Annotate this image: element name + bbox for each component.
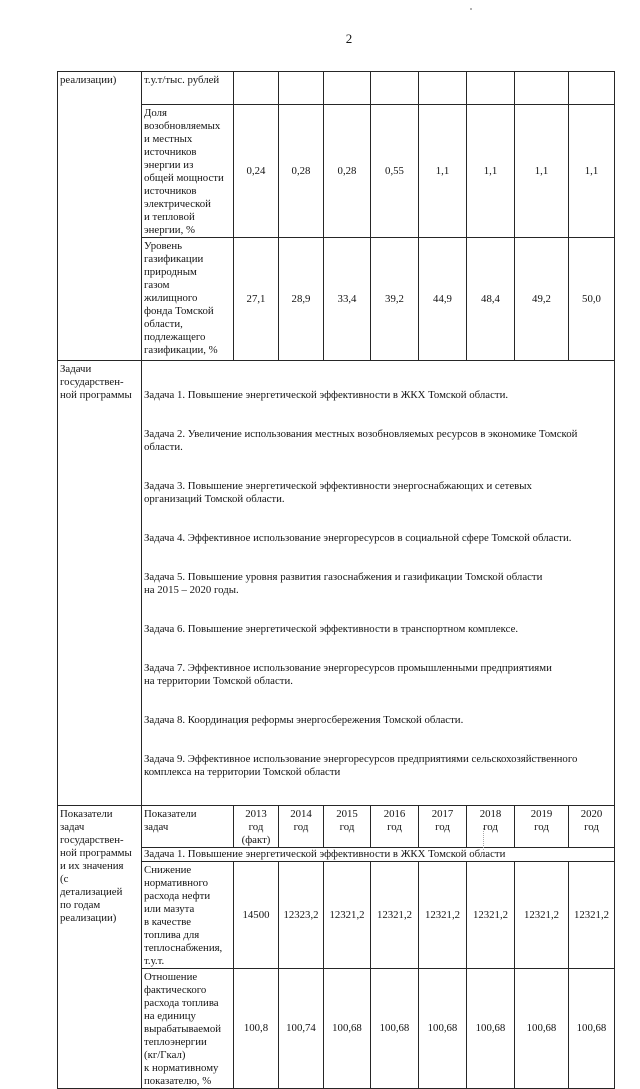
- empty-cell: [324, 72, 371, 105]
- empty-cell: [419, 72, 467, 105]
- value-cell: 100,74: [279, 969, 324, 1089]
- scan-artifact-line: [483, 828, 484, 850]
- table-row-task-heading: [58, 848, 615, 862]
- task-item: Задача 3. Повышение энергетической эффективности энергоснабжающих и сетевых организаций Томской области.: [144, 480, 532, 505]
- value-cell: 12321,2: [515, 862, 569, 969]
- empty-cell: [467, 72, 515, 105]
- value-cell: 100,8: [234, 969, 279, 1089]
- value-cell: 1,1: [419, 105, 467, 238]
- year-header-2017: 2017 год: [419, 806, 467, 848]
- year-header-2019: 2019 год: [515, 806, 569, 848]
- year-header-2016: 2016 год: [371, 806, 419, 848]
- value-cell: 100,68: [371, 969, 419, 1089]
- value-cell: 1,1: [569, 105, 615, 238]
- value-cell: 1,1: [467, 105, 515, 238]
- value-cell: 0,24: [234, 105, 279, 238]
- value-cell: 0,55: [371, 105, 419, 238]
- empty-cell: [371, 72, 419, 105]
- empty-cell: [279, 72, 324, 105]
- value-cell: 0,28: [279, 105, 324, 238]
- task-item: Задача 9. Эффективное использование энергоресурсов предприятиями сельскохозяйственного комплекса на территории Томской области: [144, 753, 578, 778]
- value-cell: 12321,2: [419, 862, 467, 969]
- scan-artifact-dot: [470, 8, 472, 10]
- value-cell: 44,9: [419, 238, 467, 361]
- value-cell: 33,4: [324, 238, 371, 361]
- empty-cell: [569, 72, 615, 105]
- value-cell: 12323,2: [279, 862, 324, 969]
- value-cell: 1,1: [515, 105, 569, 238]
- year-header-2018: 2018 год: [467, 806, 515, 848]
- value-cell: 100,68: [569, 969, 615, 1089]
- value-cell: 100,68: [324, 969, 371, 1089]
- task-item: Задача 5. Повышение уровня развития газоснабжения и газификации Томской области на 2015 – 2020 годы.: [144, 571, 543, 596]
- value-cell: 14500: [234, 862, 279, 969]
- unit-label: т.у.т/тыс. рублей: [142, 72, 234, 105]
- table-row-unit: [58, 72, 615, 105]
- task-item: Задача 6. Повышение энергетической эффективности в транспортном комплексе.: [144, 623, 519, 635]
- value-cell: 12321,2: [324, 862, 371, 969]
- value-cell: 100,68: [467, 969, 515, 1089]
- empty-cell: [234, 72, 279, 105]
- value-cell: 12321,2: [467, 862, 515, 969]
- year-header-2013: 2013 год (факт): [234, 806, 279, 848]
- value-cell: 28,9: [279, 238, 324, 361]
- value-cell: 12321,2: [371, 862, 419, 969]
- value-cell: 100,68: [419, 969, 467, 1089]
- value-cell: 50,0: [569, 238, 615, 361]
- value-cell: 48,4: [467, 238, 515, 361]
- value-cell: 49,2: [515, 238, 569, 361]
- year-header-2020: 2020 год: [569, 806, 615, 848]
- table-row-tasks: [58, 361, 615, 806]
- value-cell: 39,2: [371, 238, 419, 361]
- continuation-section-label: реализации): [58, 72, 142, 361]
- indicators-section-label: Показатели задач государствен- ной программы и их значения (с детализацией по годам реализации): [58, 806, 142, 1089]
- task-item: Задача 8. Координация реформы энергосбережения Томской области.: [144, 714, 464, 726]
- empty-cell: [515, 72, 569, 105]
- tasks-section-label: Задачи государствен- ной программы: [58, 361, 142, 806]
- task-item: Задача 1. Повышение энергетической эффективности в ЖКХ Томской области.: [144, 389, 509, 401]
- tasks-list: [142, 361, 615, 806]
- indicator-label-fuel-oil-reduction: Снижение нормативного расхода нефти или мазута в качестве топлива для теплоснабжения, т.у.т.: [142, 862, 234, 969]
- task-item: Задача 4. Эффективное использование энергоресурсов в социальной сфере Томской области.: [144, 532, 572, 544]
- value-cell: 0,28: [324, 105, 371, 238]
- value-cell: 12321,2: [569, 862, 615, 969]
- table-header-row: [58, 806, 615, 848]
- page-number: 2: [345, 31, 353, 46]
- task-heading: Задача 1. Повышение энергетической эффективности в ЖКХ Томской области: [142, 848, 615, 862]
- indicator-label-fuel-ratio: Отношение фактического расхода топлива на единицу вырабатываемой теплоэнергии (кг/Гкал) к нормативному показателю, %: [142, 969, 234, 1089]
- program-indicators-table: [57, 71, 615, 1089]
- year-header-2015: 2015 год: [324, 806, 371, 848]
- table-row: [58, 238, 615, 361]
- indicators-column-header: Показатели задач: [142, 806, 234, 848]
- table-row: [58, 862, 615, 969]
- task-item: Задача 7. Эффективное использование энергоресурсов промышленными предприятиями на территории Томской области.: [144, 662, 552, 687]
- value-cell: 27,1: [234, 238, 279, 361]
- year-header-2014: 2014 год: [279, 806, 324, 848]
- table-row: [58, 969, 615, 1089]
- table-row: [58, 105, 615, 238]
- indicator-label-renewable-share: Доля возобновляемых и местных источников энергии из общей мощности источников электрической и тепловой энергии, %: [142, 105, 234, 238]
- indicator-label-gasification: Уровень газификации природным газом жилищного фонда Томской области, подлежащего газификации, %: [142, 238, 234, 361]
- value-cell: 100,68: [515, 969, 569, 1089]
- task-item: Задача 2. Увеличение использования местных возобновляемых ресурсов в экономике Томской области.: [144, 428, 578, 453]
